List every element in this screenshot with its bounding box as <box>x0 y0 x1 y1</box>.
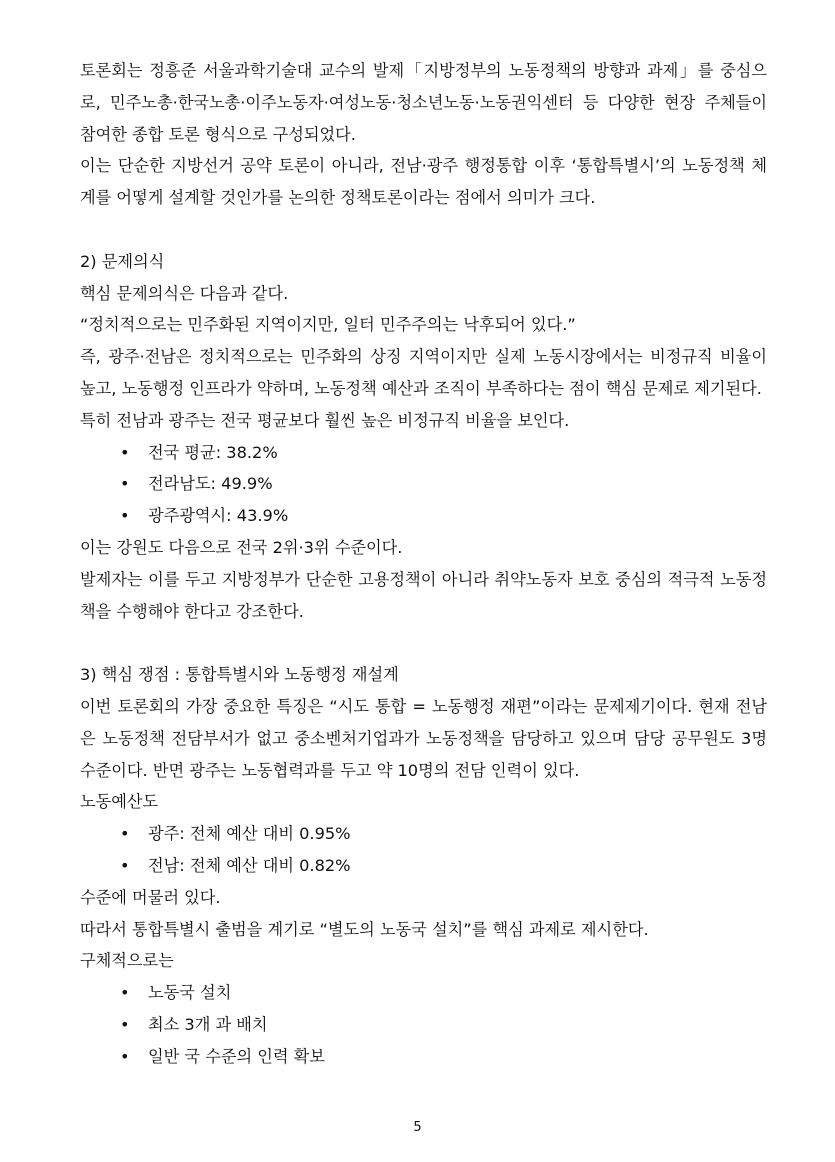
list-item <box>80 1041 767 1073</box>
list-item <box>80 818 767 850</box>
list-item-text: 최소 3개 과 배치 <box>148 1014 268 1034</box>
section-gap <box>80 627 767 659</box>
section-2-paragraph-2: 즉, 광주·전남은 정치적으로는 민주화의 상징 지역이지만 실제 노동시장에서는 비정규직 비율이 높고, 노동행정 인프라가 약하며, 노동정책 예산과 조직이 부족하다는 점이 핵심 문제로 제기된다. <box>80 347 767 398</box>
section-2-quote: “정치적으로는 민주화된 지역이지만, 일터 민주주의는 낙후되어 있다.” <box>80 315 576 335</box>
section-2-heading: 2) 문제의식 <box>80 251 165 271</box>
section-3-paragraph-1: 이번 토론회의 가장 중요한 특징은 “시도 통합 = 노동행정 재편”이라는 문제제기이다. 현재 전남은 노동정책 전담부서가 없고 중소벤처기업과가 노동정책을 담당하고 있으며 담당 공무원도 3명 수준이다. 반면 광주는 노동협력과를 두고 약 10명의 전담 인력이 있다. <box>80 696 767 780</box>
labor-budget-list <box>80 818 767 882</box>
list-item-text: 전라남도: 49.9% <box>148 474 273 494</box>
list-item-text: 광주: 전체 예산 대비 0.95% <box>148 824 351 844</box>
bullet-icon: • <box>120 855 130 875</box>
list-item-text: 전남: 전체 예산 대비 0.82% <box>148 855 351 875</box>
section-2-paragraph-5: 발제자는 이를 두고 지방정부가 단순한 고용정책이 아니라 취약노동자 보호 중심의 적극적 노동정책을 수행해야 한다고 강조한다. <box>80 569 767 621</box>
section-gap <box>80 214 767 246</box>
list-item <box>80 437 767 469</box>
page-number: 5 <box>413 1120 422 1135</box>
irregular-worker-ratio-list <box>80 437 767 532</box>
bullet-icon: • <box>120 474 130 494</box>
list-item-text: 광주광역시: 43.9% <box>148 506 289 526</box>
section-3-paragraph-2: 노동예산도 <box>80 792 159 812</box>
section-3-paragraph-5: 구체적으로는 <box>80 951 174 971</box>
bullet-icon: • <box>120 824 130 844</box>
section-2-paragraph-3: 특히 전남과 광주는 전국 평균보다 훨씬 높은 비정규직 비율을 보인다. <box>80 410 570 430</box>
list-item-text: 일반 국 수준의 인력 확보 <box>148 1046 325 1066</box>
section-3-paragraph-3: 수준에 머물러 있다. <box>80 887 221 907</box>
list-item <box>80 1009 767 1041</box>
section-3-paragraph-4: 따라서 통합특별시 출범을 계기로 “별도의 노동국 설치”를 핵심 과제로 제시한다. <box>80 919 649 939</box>
bullet-icon: • <box>120 1046 130 1066</box>
bullet-icon: • <box>120 983 130 1003</box>
bullet-icon: • <box>120 506 130 526</box>
section-2-paragraph-1: 핵심 문제의식은 다음과 같다. <box>80 283 289 303</box>
list-item <box>80 468 767 500</box>
labor-bureau-tasks-list <box>80 977 767 1072</box>
bullet-icon: • <box>120 1014 130 1034</box>
bullet-icon: • <box>120 442 130 462</box>
intro-paragraph-1: 토론회는 정흥준 서울과학기술대 교수의 발제「지방정부의 노동정책의 방향과 과제」를 중심으로, 민주노총·한국노총·이주노동자·여성노동·청소년노동·노동권익센터 등 다양한 현장 주체들이 참여한 종합 토론 형식으로 구성되었다. <box>80 61 767 144</box>
list-item <box>80 500 767 532</box>
list-item-text: 전국 평균: 38.2% <box>148 442 278 462</box>
list-item-text: 노동국 설치 <box>148 983 232 1003</box>
intro-paragraph-2: 이는 단순한 지방선거 공약 토론이 아니라, 전남·광주 행정통합 이후 ‘통합특별시’의 노동정책 체계를 어떻게 설계할 것인가를 논의한 정책토론이라는 점에서 의미가 크다. <box>80 156 767 208</box>
section-2-paragraph-4: 이는 강원도 다음으로 전국 2위·3위 수준이다. <box>80 537 403 557</box>
list-item <box>80 977 767 1009</box>
list-item <box>80 850 767 882</box>
section-3-heading: 3) 핵심 쟁점 : 통합특별시와 노동행정 재설계 <box>80 665 399 685</box>
